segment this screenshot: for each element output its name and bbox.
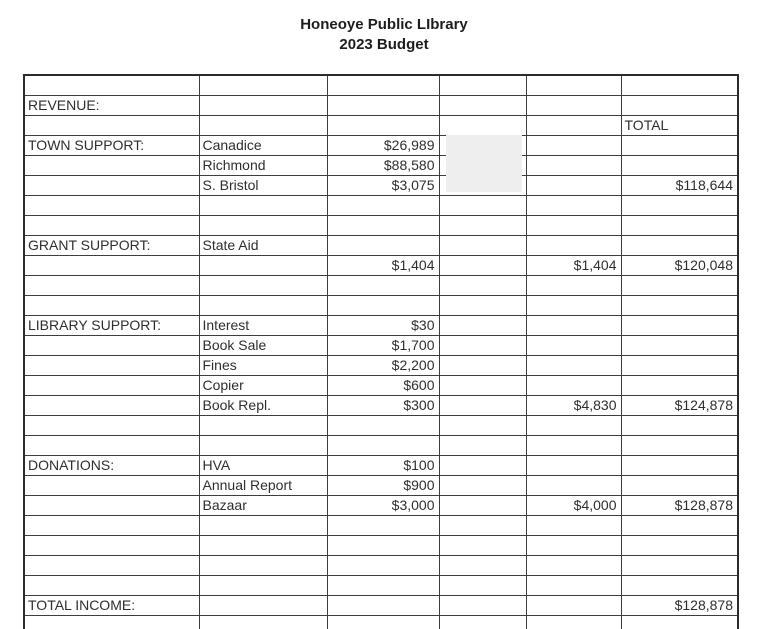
table-cell bbox=[526, 135, 621, 155]
table-cell bbox=[24, 475, 199, 495]
table-row bbox=[24, 295, 738, 315]
table-cell bbox=[199, 295, 327, 315]
table-cell bbox=[199, 515, 327, 535]
table-row bbox=[24, 395, 738, 415]
table-cell bbox=[621, 475, 738, 495]
table-cell bbox=[621, 555, 738, 575]
table-cell bbox=[24, 255, 199, 275]
table-cell: $1,700 bbox=[327, 335, 439, 355]
table-cell bbox=[621, 275, 738, 295]
table-cell bbox=[24, 575, 199, 595]
table-cell: $88,580 bbox=[327, 155, 439, 175]
table-cell: Fines bbox=[199, 355, 327, 375]
table-cell bbox=[327, 275, 439, 295]
table-cell: $100 bbox=[327, 455, 439, 475]
table-cell bbox=[526, 95, 621, 115]
table-cell bbox=[526, 75, 621, 95]
table-cell: $1,404 bbox=[526, 255, 621, 275]
table-row bbox=[24, 595, 738, 615]
table-cell bbox=[199, 575, 327, 595]
table-cell bbox=[439, 395, 526, 415]
table-cell bbox=[526, 455, 621, 475]
table-cell bbox=[621, 235, 738, 255]
table-cell: $300 bbox=[327, 395, 439, 415]
table-cell: S. Bristol bbox=[199, 175, 327, 195]
table-cell bbox=[24, 395, 199, 415]
table-cell bbox=[327, 515, 439, 535]
redacted-area bbox=[446, 135, 522, 192]
table-cell bbox=[621, 195, 738, 215]
table-cell: $30 bbox=[327, 315, 439, 335]
table-cell: $600 bbox=[327, 375, 439, 395]
table-row bbox=[24, 355, 738, 375]
table-cell: $4,000 bbox=[526, 495, 621, 515]
table-cell bbox=[24, 335, 199, 355]
table-cell bbox=[199, 615, 327, 629]
table-cell bbox=[24, 415, 199, 435]
table-cell bbox=[327, 115, 439, 135]
table-cell bbox=[24, 375, 199, 395]
table-row bbox=[24, 135, 738, 155]
table-row bbox=[24, 555, 738, 575]
table-cell bbox=[621, 335, 738, 355]
table-cell bbox=[439, 535, 526, 555]
table-row bbox=[24, 215, 738, 235]
page-subtitle: 2023 Budget bbox=[339, 36, 429, 53]
table-cell bbox=[327, 535, 439, 555]
table-cell bbox=[199, 555, 327, 575]
table-cell bbox=[439, 115, 526, 135]
table-cell bbox=[526, 115, 621, 135]
table-row bbox=[24, 615, 738, 629]
table-cell bbox=[327, 435, 439, 455]
table-cell: REVENUE: bbox=[24, 95, 199, 115]
table-cell bbox=[621, 575, 738, 595]
table-cell bbox=[526, 555, 621, 575]
table-cell bbox=[24, 515, 199, 535]
budget-table bbox=[23, 74, 739, 629]
table-cell bbox=[621, 535, 738, 555]
table-cell: $4,830 bbox=[526, 395, 621, 415]
table-row bbox=[24, 475, 738, 495]
table-cell bbox=[526, 415, 621, 435]
table-cell bbox=[439, 495, 526, 515]
table-cell: Book Repl. bbox=[199, 395, 327, 415]
table-cell bbox=[439, 195, 526, 215]
table-cell bbox=[24, 435, 199, 455]
table-cell: $3,000 bbox=[327, 495, 439, 515]
table-cell bbox=[526, 155, 621, 175]
table-cell: Richmond bbox=[199, 155, 327, 175]
table-cell bbox=[526, 295, 621, 315]
table-cell bbox=[621, 155, 738, 175]
table-cell bbox=[24, 295, 199, 315]
table-row bbox=[24, 115, 738, 135]
table-cell bbox=[199, 275, 327, 295]
table-cell bbox=[526, 195, 621, 215]
table-cell: $2,200 bbox=[327, 355, 439, 375]
table-cell bbox=[439, 435, 526, 455]
table-cell bbox=[327, 75, 439, 95]
table-cell: TOTAL bbox=[621, 115, 738, 135]
table-cell bbox=[24, 275, 199, 295]
table-cell bbox=[199, 415, 327, 435]
table-cell bbox=[526, 355, 621, 375]
table-cell bbox=[526, 175, 621, 195]
table-cell bbox=[24, 355, 199, 375]
table-cell bbox=[24, 215, 199, 235]
table-cell bbox=[621, 435, 738, 455]
table-cell bbox=[526, 515, 621, 535]
table-cell: Bazaar bbox=[199, 495, 327, 515]
table-cell bbox=[526, 535, 621, 555]
table-cell bbox=[24, 175, 199, 195]
table-cell bbox=[526, 615, 621, 629]
table-cell bbox=[327, 575, 439, 595]
table-row bbox=[24, 375, 738, 395]
table-cell: Interest bbox=[199, 315, 327, 335]
table-row bbox=[24, 275, 738, 295]
table-cell bbox=[24, 555, 199, 575]
table-cell bbox=[24, 155, 199, 175]
table-cell bbox=[439, 215, 526, 235]
table-row bbox=[24, 575, 738, 595]
table-cell bbox=[439, 515, 526, 535]
table-cell bbox=[439, 575, 526, 595]
table-cell: GRANT SUPPORT: bbox=[24, 235, 199, 255]
table-row bbox=[24, 235, 738, 255]
table-cell bbox=[526, 475, 621, 495]
table-cell bbox=[199, 535, 327, 555]
table-cell bbox=[621, 455, 738, 475]
table-cell bbox=[621, 375, 738, 395]
table-cell: $128,878 bbox=[621, 495, 738, 515]
table-cell bbox=[199, 195, 327, 215]
table-cell: $128,878 bbox=[621, 595, 738, 615]
table-cell bbox=[439, 615, 526, 629]
table-row bbox=[24, 195, 738, 215]
document-header bbox=[0, 15, 768, 55]
table-cell bbox=[327, 595, 439, 615]
table-cell bbox=[327, 215, 439, 235]
table-cell bbox=[439, 235, 526, 255]
table-cell bbox=[621, 295, 738, 315]
table-cell bbox=[439, 275, 526, 295]
table-row bbox=[24, 495, 738, 515]
table-row bbox=[24, 155, 738, 175]
table-cell: $124,878 bbox=[621, 395, 738, 415]
table-row bbox=[24, 515, 738, 535]
table-cell bbox=[199, 75, 327, 95]
table-cell bbox=[621, 75, 738, 95]
table-cell: $118,644 bbox=[621, 175, 738, 195]
table-cell: TOWN SUPPORT: bbox=[24, 135, 199, 155]
table-cell bbox=[199, 435, 327, 455]
table-cell bbox=[526, 575, 621, 595]
table-cell bbox=[439, 595, 526, 615]
table-cell bbox=[199, 115, 327, 135]
table-cell: $120,048 bbox=[621, 255, 738, 275]
table-cell: $1,404 bbox=[327, 255, 439, 275]
table-cell bbox=[439, 555, 526, 575]
table-row bbox=[24, 435, 738, 455]
table-cell bbox=[24, 75, 199, 95]
table-cell bbox=[24, 495, 199, 515]
table-cell bbox=[526, 435, 621, 455]
table-cell bbox=[199, 595, 327, 615]
table-cell bbox=[621, 515, 738, 535]
table-cell: Annual Report bbox=[199, 475, 327, 495]
table-cell bbox=[621, 315, 738, 335]
table-cell bbox=[439, 475, 526, 495]
table-cell bbox=[439, 415, 526, 435]
table-cell bbox=[621, 615, 738, 629]
table-cell bbox=[199, 215, 327, 235]
table-cell bbox=[439, 375, 526, 395]
table-cell bbox=[621, 215, 738, 235]
table-cell bbox=[439, 295, 526, 315]
table-cell bbox=[621, 135, 738, 155]
table-cell bbox=[24, 615, 199, 629]
table-cell: TOTAL INCOME: bbox=[24, 595, 199, 615]
table-cell: Book Sale bbox=[199, 335, 327, 355]
table-row bbox=[24, 415, 738, 435]
table-cell bbox=[439, 455, 526, 475]
table-cell: DONATIONS: bbox=[24, 455, 199, 475]
table-cell bbox=[439, 355, 526, 375]
table-cell bbox=[24, 535, 199, 555]
table-cell bbox=[327, 615, 439, 629]
table-cell bbox=[621, 95, 738, 115]
table-cell bbox=[439, 95, 526, 115]
table-row bbox=[24, 175, 738, 195]
table-cell bbox=[526, 595, 621, 615]
table-row bbox=[24, 315, 738, 335]
table-cell bbox=[526, 375, 621, 395]
table-cell: HVA bbox=[199, 455, 327, 475]
table-cell: $3,075 bbox=[327, 175, 439, 195]
table-cell bbox=[526, 215, 621, 235]
table-row bbox=[24, 455, 738, 475]
table-cell bbox=[526, 335, 621, 355]
table-cell bbox=[327, 195, 439, 215]
table-row bbox=[24, 335, 738, 355]
table-cell bbox=[327, 95, 439, 115]
table-cell bbox=[439, 315, 526, 335]
table-cell bbox=[621, 355, 738, 375]
table-cell: Copier bbox=[199, 375, 327, 395]
table-cell: State Aid bbox=[199, 235, 327, 255]
table-cell bbox=[24, 115, 199, 135]
table-cell bbox=[199, 95, 327, 115]
table-cell bbox=[439, 255, 526, 275]
table-cell bbox=[526, 315, 621, 335]
table-cell bbox=[621, 415, 738, 435]
table-cell: $900 bbox=[327, 475, 439, 495]
table-row bbox=[24, 75, 738, 95]
table-cell bbox=[439, 75, 526, 95]
table-cell bbox=[526, 275, 621, 295]
table-cell bbox=[199, 255, 327, 275]
page-title: Honeoye Public LIbrary bbox=[300, 16, 468, 33]
table-cell bbox=[327, 235, 439, 255]
table-cell bbox=[439, 335, 526, 355]
table-row bbox=[24, 535, 738, 555]
table-row bbox=[24, 95, 738, 115]
table-cell: LIBRARY SUPPORT: bbox=[24, 315, 199, 335]
table-cell bbox=[526, 235, 621, 255]
table-cell: Canadice bbox=[199, 135, 327, 155]
table-cell bbox=[327, 415, 439, 435]
table-cell: $26,989 bbox=[327, 135, 439, 155]
table-cell bbox=[327, 295, 439, 315]
table-cell bbox=[327, 555, 439, 575]
table-row bbox=[24, 255, 738, 275]
table-cell bbox=[24, 195, 199, 215]
